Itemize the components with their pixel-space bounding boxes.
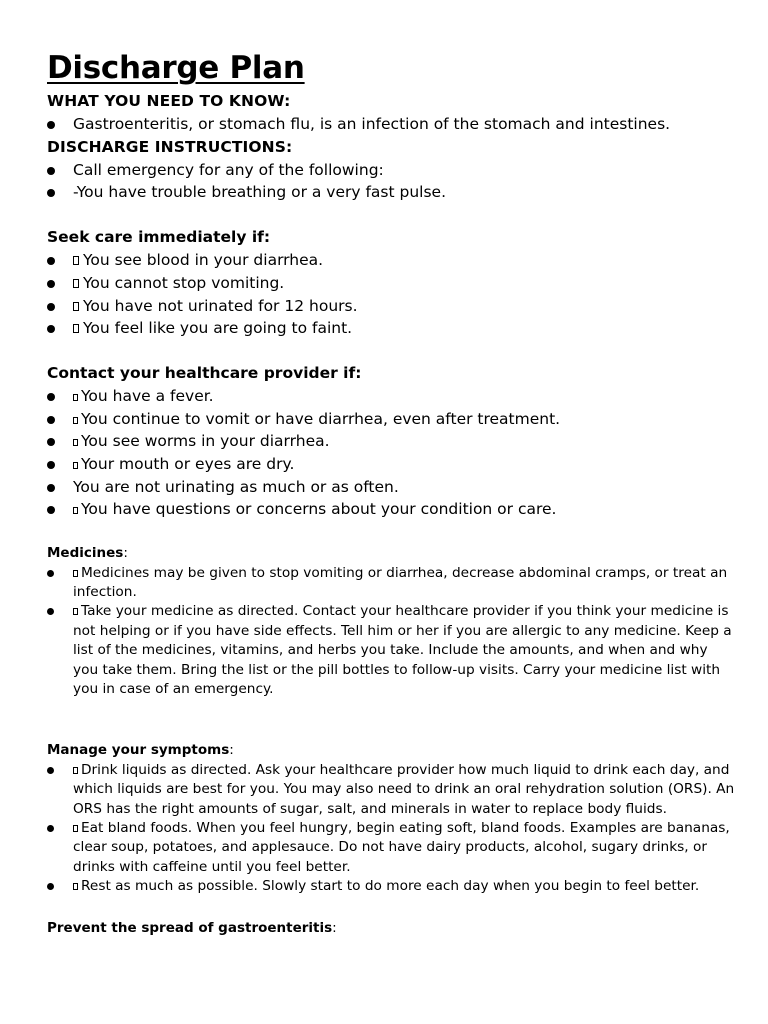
list-item: You have questions or concerns about your condition or care. [47, 498, 737, 521]
bullet-icon [47, 280, 55, 288]
medicines-list [47, 564, 737, 700]
bullet-icon [47, 189, 55, 197]
bullet-icon [47, 416, 55, 424]
checkbox-glyph-icon [73, 394, 78, 401]
list-item: You are not urinating as much or as often. [47, 476, 737, 499]
list-item: Take your medicine as directed. Contact your healthcare provider if you think your medicine is not helping or if you have side effects. Tell him or her if you are allergic to any medicine. Keep a list of the medicines, vitamins, and herbs you take. Include the amounts, and when and why you take them. Bring the list or the pill bottles to follow-up visits. Carry your medicine list with you in case of an emergency. [47, 602, 737, 699]
list-item: You cannot stop vomiting. [47, 272, 737, 295]
bullet-icon [47, 393, 55, 401]
bullet-icon [47, 167, 55, 175]
checkbox-glyph-icon [73, 825, 78, 832]
contact-provider-list [47, 385, 737, 521]
checkbox-glyph-icon [73, 256, 79, 265]
checkbox-glyph-icon [73, 302, 79, 311]
checkbox-glyph-icon [73, 439, 78, 446]
bullet-icon [47, 570, 54, 577]
bullet-icon [47, 461, 55, 469]
bullet-icon [47, 325, 55, 333]
page-title: Discharge Plan [47, 50, 305, 86]
prevent-spread-heading: Prevent the spread of gastroenteritis: [47, 919, 337, 936]
checkbox-glyph-icon [73, 417, 78, 424]
bullet-icon [47, 767, 54, 774]
manage-symptoms-heading: Manage your symptoms: [47, 742, 234, 759]
bullet-icon [47, 883, 54, 890]
checkbox-glyph-icon [73, 279, 79, 288]
checkbox-glyph-icon [73, 507, 78, 514]
checkbox-glyph-icon [73, 883, 78, 890]
list-item: Gastroenteritis, or stomach flu, is an infection of the stomach and intestines. [47, 113, 737, 136]
contact-provider-heading: Contact your healthcare provider if: [47, 363, 362, 382]
what-you-need-heading: WHAT YOU NEED TO KNOW: [47, 92, 291, 110]
list-item: Drink liquids as directed. Ask your healthcare provider how much liquid to drink each day, and which liquids are best for you. You may also need to drink an oral rehydration solution (ORS). An ORS has the right amounts of sugar, salt, and minerals in water to replace body fluids. [47, 761, 737, 819]
list-item: You have a fever. [47, 385, 737, 408]
list-item: Rest as much as possible. Slowly start to do more each day when you begin to feel better. [47, 877, 737, 896]
discharge-instructions-list [47, 159, 737, 204]
list-item: You feel like you are going to faint. [47, 317, 737, 340]
what-you-need-list [47, 113, 737, 136]
list-item: You see blood in your diarrhea. [47, 249, 737, 272]
medicines-heading: Medicines: [47, 545, 128, 562]
list-item: You see worms in your diarrhea. [47, 430, 737, 453]
bullet-icon [47, 121, 55, 129]
checkbox-glyph-icon [73, 324, 79, 333]
checkbox-glyph-icon [73, 570, 78, 577]
checkbox-glyph-icon [73, 462, 78, 469]
bullet-icon [47, 257, 55, 265]
bullet-icon [47, 608, 54, 615]
bullet-icon [47, 303, 55, 311]
list-item: You continue to vomit or have diarrhea, even after treatment. [47, 408, 737, 431]
list-item: Medicines may be given to stop vomiting or diarrhea, decrease abdominal cramps, or treat an infection. [47, 564, 737, 603]
checkbox-glyph-icon [73, 767, 78, 774]
list-item: Your mouth or eyes are dry. [47, 453, 737, 476]
bullet-icon [47, 484, 55, 492]
discharge-document [47, 46, 737, 938]
seek-care-list [47, 249, 737, 340]
seek-care-heading: Seek care immediately if: [47, 228, 271, 247]
bullet-icon [47, 825, 54, 832]
manage-symptoms-list [47, 761, 737, 897]
bullet-icon [47, 438, 55, 446]
list-item: You have not urinated for 12 hours. [47, 295, 737, 318]
list-item: Call emergency for any of the following: [47, 159, 737, 182]
list-item: Eat bland foods. When you feel hungry, begin eating soft, bland foods. Examples are bananas, clear soup, potatoes, and applesauce. Do not have dairy products, alcohol, sugary drinks, or drinks with caffeine until you feel better. [47, 819, 737, 877]
list-item: -You have trouble breathing or a very fast pulse. [47, 181, 737, 204]
discharge-instructions-heading: DISCHARGE INSTRUCTIONS: [47, 137, 293, 156]
checkbox-glyph-icon [73, 608, 78, 615]
bullet-icon [47, 506, 55, 514]
